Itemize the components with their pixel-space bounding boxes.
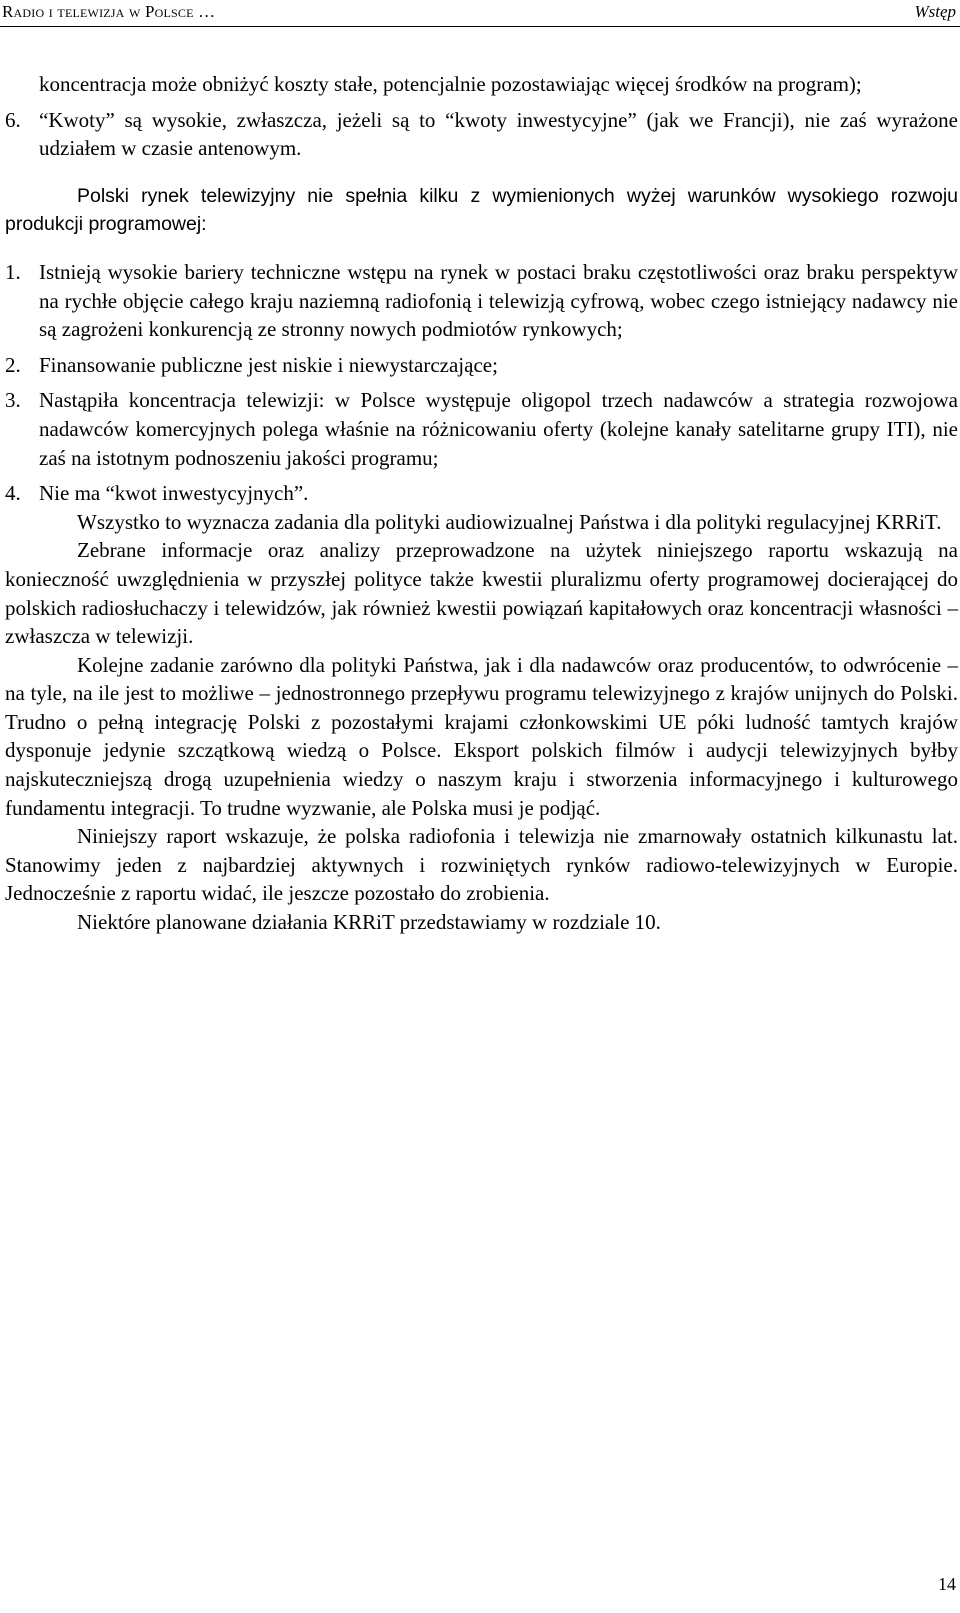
running-title: Radio i telewizja w Polsce … <box>2 2 216 21</box>
paragraph-text: Polski rynek telewizyjny nie spełnia kilku z wymienionych wyżej warunków wysokiego rozwoju produkcji programowej: <box>5 184 958 236</box>
paragraph-summary: Niniejszy raport wskazuje, że polska radiofonia i telewizja nie zmarnowały ostatnich kilkunastu lat. Stanowimy jeden z najbardziej aktywnych i rozwiniętych rynków radiowo-telewizyjnych w Europie. Jednocześnie z raportu widać, ile jeszcze pozostało do zrobienia. <box>5 824 958 906</box>
list-text: Nie ma “kwot inwestycyjnych”. <box>39 481 309 506</box>
list-item-continuation: koncentracja może obniżyć koszty stałe, potencjalnie pozostawiając więcej środków na program); <box>39 72 862 96</box>
paragraph-pluralism: Zebrane informacje oraz analizy przeprowadzone na użytek niniejszego raportu wskazują na konieczność uwzględnienia w przyszłej polityce także kwestii pluralizmu oferty programowej docierającej do polskich radiosłuchaczy i telewidzów, jak również kwestii powiązań kapitałowych oraz koncentracji własności – zwłaszcza w telewizji. <box>5 538 958 649</box>
section-title: Wstęp <box>914 2 956 21</box>
document-body <box>5 70 958 937</box>
paragraph-program-flow: Kolejne zadanie zarówno dla polityki Państwa, jak i dla nadawców oraz producentów, to odwrócenie – na tyle, na ile jest to możliwe – jednostronnego przepływu programu telewizyjnego z krajów unijnych do Polski. Trudno o pełną integrację Polski z pozostałymi krajami członkowskimi UE póki ludność tamtych krajów dysponuje jedynie szczątkową wiedzą o Polsce. Eksport polskich filmów i audycji telewizyjnych byłby najskuteczniejszą drogą uzupełnienia wiedzy o naszym kraju i stworzenia informacyjnego i kulturowego fundamentu integracji. To trudne wyzwanie, ale Polska musi je podjąć. <box>5 652 958 820</box>
list-text: Istnieją wysokie bariery techniczne wstępu na rynek w postaci braku częstotliwości oraz braku perspektyw na rychłe objęcie całego kraju naziemną radiofonią i telewizją cyfrową, wobec czego istniejący nadawcy nie są zagrożeni konkurencją ze stronny nowych podmiotów rynkowych; <box>39 259 958 342</box>
list-text: “Kwoty” są wysokie, zwłaszcza, jeżeli są to “kwoty inwestycyjne” (jak we Francji), nie zaś wyrażone udziałem w czasie antenowym. <box>39 107 958 161</box>
condition-item-2 <box>5 351 958 380</box>
page-header <box>0 0 960 27</box>
list-number: 1. <box>5 259 21 284</box>
list-item-6 <box>5 106 958 163</box>
paragraph-tasks: Wszystko to wyznacza zadania dla polityki audiowizualnej Państwa i dla polityki regulacyjnej KRRiT. <box>77 509 942 534</box>
condition-item-1 <box>5 258 958 344</box>
condition-item-3 <box>5 386 958 472</box>
intro-paragraph <box>5 182 958 239</box>
page-number: 14 <box>938 1574 956 1594</box>
paragraph-planned-actions: Niektóre planowane działania KRRiT przedstawiamy w rozdziale 10. <box>77 910 661 935</box>
list-number: 3. <box>5 388 21 413</box>
list-text: Finansowanie publiczne jest niskie i niewystarczające; <box>39 352 498 377</box>
list-number: 4. <box>5 481 21 506</box>
list-text: Nastąpiła koncentracja telewizji: w Polsce występuje oligopol trzech nadawców a strategia rozwojowa nadawców komercyjnych polega właśnie na różnicowaniu oferty (kolejne kanały satelitarne grupy ITI), nie zaś na istotnym podnoszeniu jakości programu; <box>39 388 958 470</box>
condition-item-4 <box>5 479 958 508</box>
list-number: 2. <box>5 352 21 377</box>
list-number: 6. <box>5 107 21 132</box>
